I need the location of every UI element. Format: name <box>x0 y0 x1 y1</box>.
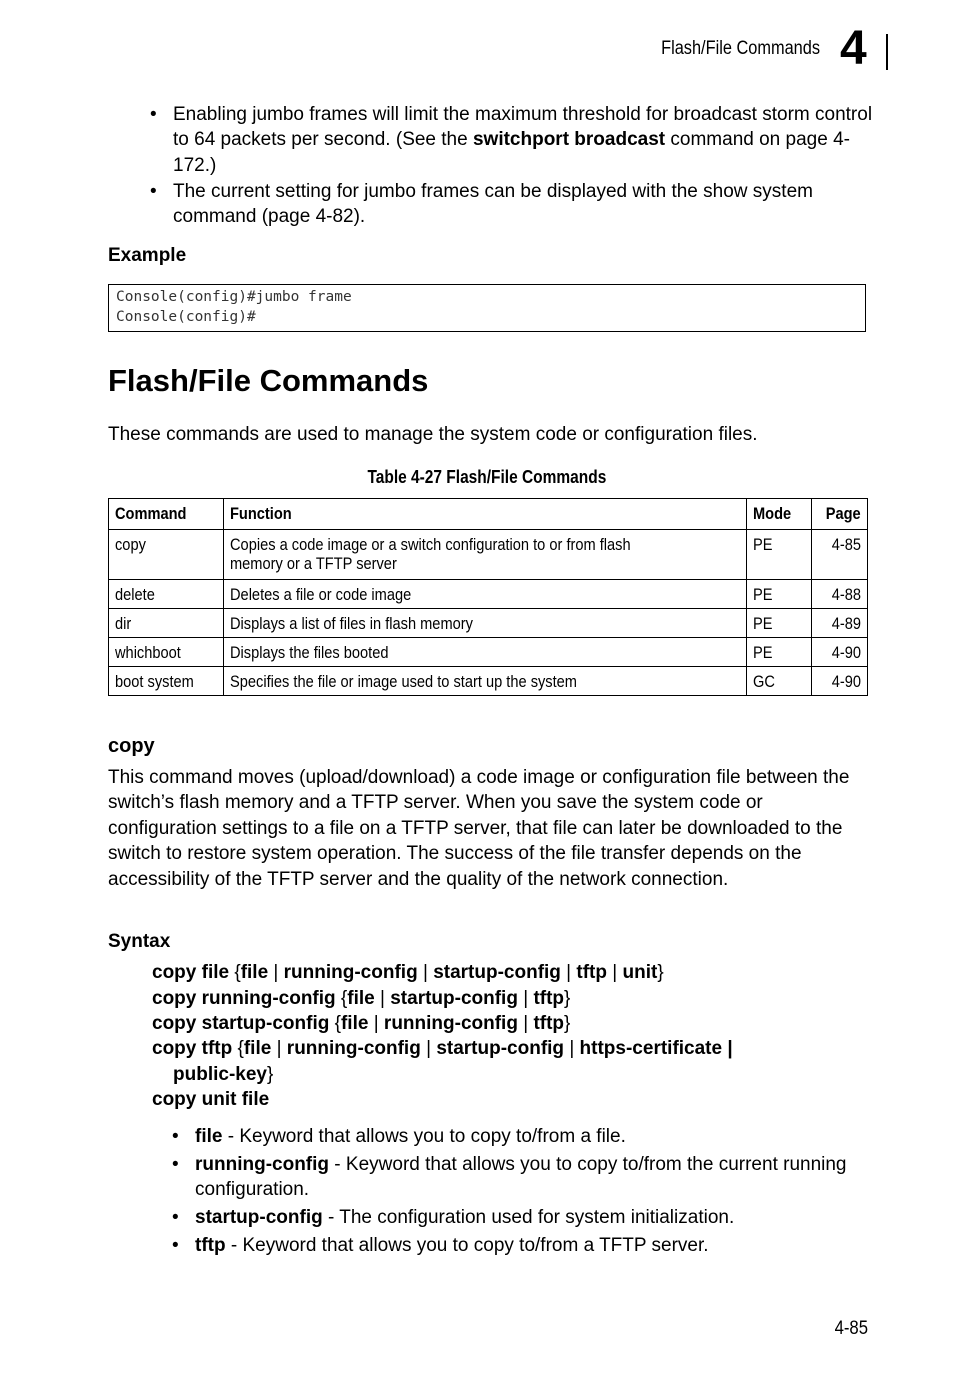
syntax-line-copy-tftp-cont: public-key} <box>173 1064 274 1085</box>
bullet-dot: • <box>172 1235 179 1256</box>
cell-function: Deletes a file or code image <box>224 580 747 609</box>
code-line: Console(config)# <box>116 309 256 325</box>
command-reference: switchport broadcast <box>472 129 666 151</box>
copy-command-heading: copy <box>108 735 155 757</box>
cell-command: boot system <box>109 667 224 696</box>
bullet-text: file - Keyword that allows you to copy to/from a file. <box>195 1126 626 1147</box>
cell-page: 4-90 <box>811 638 867 667</box>
cell-page: 4-88 <box>811 580 867 609</box>
cell-function: Copies a code image or a switch configuration to or from flash memory or a TFTP server <box>224 530 747 580</box>
syntax-line-copy-running-config: copy running-config {file | startup-config | tftp} <box>152 988 571 1009</box>
code-example-box <box>108 284 866 332</box>
chapter-rule <box>886 34 888 70</box>
cell-command: delete <box>109 580 224 609</box>
cell-page: 4-89 <box>811 609 867 638</box>
cell-command: whichboot <box>109 638 224 667</box>
bullet-text-part: command on page 4-172.) <box>173 129 850 176</box>
table-row <box>109 609 868 638</box>
syntax-line-copy-startup-config: copy startup-config {file | running-config | tftp} <box>152 1013 571 1034</box>
page-number <box>780 1318 868 1340</box>
section-intro: These commands are used to manage the system code or configuration files. <box>108 424 758 445</box>
table-row <box>109 638 868 667</box>
column-header-function: Function <box>224 499 747 530</box>
cell-function: Displays a list of files in flash memory <box>224 609 747 638</box>
cell-command: dir <box>109 609 224 638</box>
cell-function: Specifies the file or image used to start up the system <box>224 667 747 696</box>
bullet-text: tftp - Keyword that allows you to copy to/from a TFTP server. <box>195 1235 709 1256</box>
page-number-text: 4-85 <box>834 1318 868 1339</box>
cell-mode: PE <box>747 609 811 638</box>
copy-description: This command moves (upload/download) a code image or configuration file between the switch’s flash memory and a TFTP server. When you save the system code or configuration settings to a file on a TFTP server, that file can later be downloaded to the switch to restore system operation. The success of the file transfer depends on the accessibility of the TFTP server and the quality of the network connection. <box>108 767 850 890</box>
running-header-title: Flash/File Commands <box>661 38 820 59</box>
syntax-line-copy-unit-file: copy unit file <box>152 1089 270 1110</box>
table-row <box>109 530 868 580</box>
syntax-heading: Syntax <box>108 931 171 952</box>
bullet-text <box>173 102 873 178</box>
cell-page: 4-90 <box>811 667 867 696</box>
bullet-text: startup-config - The configuration used for system initialization. <box>195 1207 735 1228</box>
table-row <box>109 580 868 609</box>
cell-function: Displays the files booted <box>224 638 747 667</box>
cell-page: 4-85 <box>811 530 867 580</box>
example-heading: Example <box>108 245 187 266</box>
cell-mode: GC <box>747 667 811 696</box>
chapter-number: 4 <box>840 22 867 75</box>
bullet-dot: • <box>172 1207 179 1228</box>
bullet-dot: • <box>150 104 157 125</box>
column-header-page: Page <box>811 499 867 530</box>
section-title: Flash/File Commands <box>108 363 429 398</box>
flash-file-commands-table <box>108 498 868 696</box>
syntax-line-copy-tftp: copy tftp {file | running-config | startup-config | https-certificate | <box>152 1038 733 1059</box>
column-header-command: Command <box>109 499 224 530</box>
table-caption <box>108 467 866 488</box>
table-header-row <box>109 499 868 530</box>
syntax-line-copy-file: copy file {file | running-config | startup-config | tftp | unit} <box>152 962 664 983</box>
table-caption-text: Table 4-27 Flash/File Commands <box>367 467 607 487</box>
cell-mode: PE <box>747 638 811 667</box>
bullet-text-part: Enabling jumbo frames will limit the maximum threshold for broadcast storm control to 64 packets per second. (See the <box>173 104 873 151</box>
cell-command: copy <box>109 530 224 580</box>
cell-mode: PE <box>747 530 811 580</box>
bullet-text: running-config - Keyword that allows you to copy to/from the current running configuration. <box>195 1154 847 1201</box>
cell-mode: PE <box>747 580 811 609</box>
bullet-dot: • <box>150 181 157 202</box>
column-header-mode: Mode <box>747 499 811 530</box>
bullet-text: The current setting for jumbo frames can be displayed with the show system command (page 4-82). <box>173 181 813 228</box>
bullet-dot: • <box>172 1126 179 1147</box>
code-line: Console(config)#jumbo frame <box>116 289 352 305</box>
table-row <box>109 667 868 696</box>
bullet-dot: • <box>172 1154 179 1175</box>
